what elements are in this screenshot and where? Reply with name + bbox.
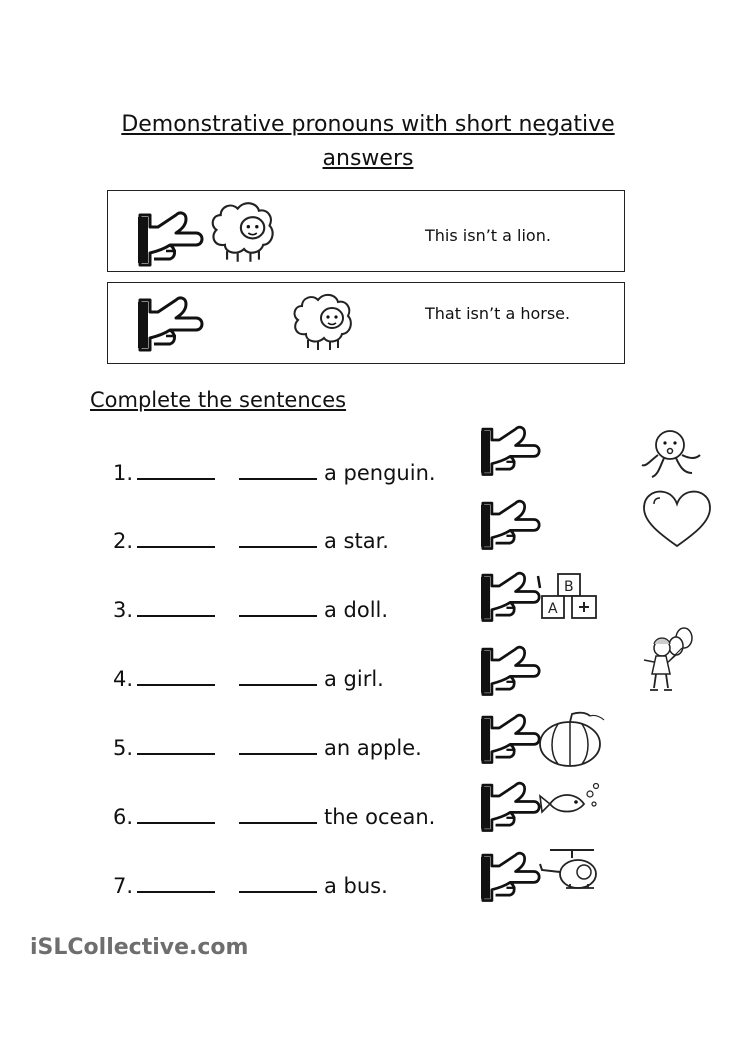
answer-blank[interactable] [239, 526, 317, 548]
pointing-hand-icon [478, 640, 544, 700]
question-row [113, 458, 436, 485]
question-number: 4. [113, 667, 134, 691]
watermark-text: iSLCollective.com [30, 935, 249, 960]
question-number: 3. [113, 598, 134, 622]
answer-blank[interactable] [239, 458, 317, 480]
answer-blank[interactable] [137, 458, 215, 480]
question-row [113, 802, 435, 829]
question-ending: the ocean. [324, 805, 436, 829]
section-title: Complete the sentences [90, 388, 347, 412]
answer-blank[interactable] [137, 871, 215, 893]
heart-icon [640, 488, 714, 550]
answer-blank[interactable] [137, 526, 215, 548]
svg-text:B: B [564, 579, 574, 595]
answer-blank[interactable] [239, 664, 317, 686]
sheep-icon [205, 198, 281, 266]
answer-blank[interactable] [137, 595, 215, 617]
question-ending: a penguin. [324, 461, 436, 485]
pointing-hand-icon [478, 566, 544, 626]
question-ending: a girl. [324, 667, 384, 691]
question-row [113, 733, 422, 760]
example-sentence-2: That isn’t a horse. [425, 304, 571, 323]
pointing-hand-icon [478, 846, 544, 906]
answer-blank[interactable] [137, 664, 215, 686]
question-number: 5. [113, 736, 134, 760]
question-ending: a star. [324, 529, 389, 553]
example-sentence-1: This isn’t a lion. [425, 226, 551, 245]
pointing-hand-icon [478, 776, 544, 836]
question-ending: a doll. [324, 598, 389, 622]
answer-blank[interactable] [239, 595, 317, 617]
question-row [113, 595, 388, 622]
page-title: Demonstrative pronouns with short negative [121, 112, 615, 137]
pointing-hand-icon [478, 420, 544, 480]
girl-balloons-icon [636, 624, 698, 698]
helicopter-icon [536, 844, 606, 896]
question-row [113, 526, 389, 553]
answer-blank[interactable] [239, 733, 317, 755]
pointing-hand-icon [134, 290, 208, 356]
question-number: 2. [113, 529, 134, 553]
question-number: 7. [113, 874, 134, 898]
answer-blank[interactable] [239, 871, 317, 893]
fish-icon [538, 780, 604, 824]
blocks-icon [536, 572, 606, 624]
sheep-icon [288, 290, 358, 354]
pointing-hand-icon [478, 494, 544, 554]
answer-blank[interactable] [239, 802, 317, 824]
question-ending: a bus. [324, 874, 388, 898]
octopus-icon [640, 425, 704, 485]
question-row [113, 871, 388, 898]
answer-blank[interactable] [137, 733, 215, 755]
question-ending: an apple. [324, 736, 422, 760]
pointing-hand-icon [134, 205, 208, 271]
question-number: 6. [113, 805, 134, 829]
svg-text:A: A [548, 601, 558, 617]
pumpkin-icon [536, 710, 608, 768]
question-row [113, 664, 384, 691]
page-title-line2: answers [322, 146, 414, 171]
answer-blank[interactable] [137, 802, 215, 824]
question-number: 1. [113, 461, 134, 485]
pointing-hand-icon [478, 708, 544, 768]
